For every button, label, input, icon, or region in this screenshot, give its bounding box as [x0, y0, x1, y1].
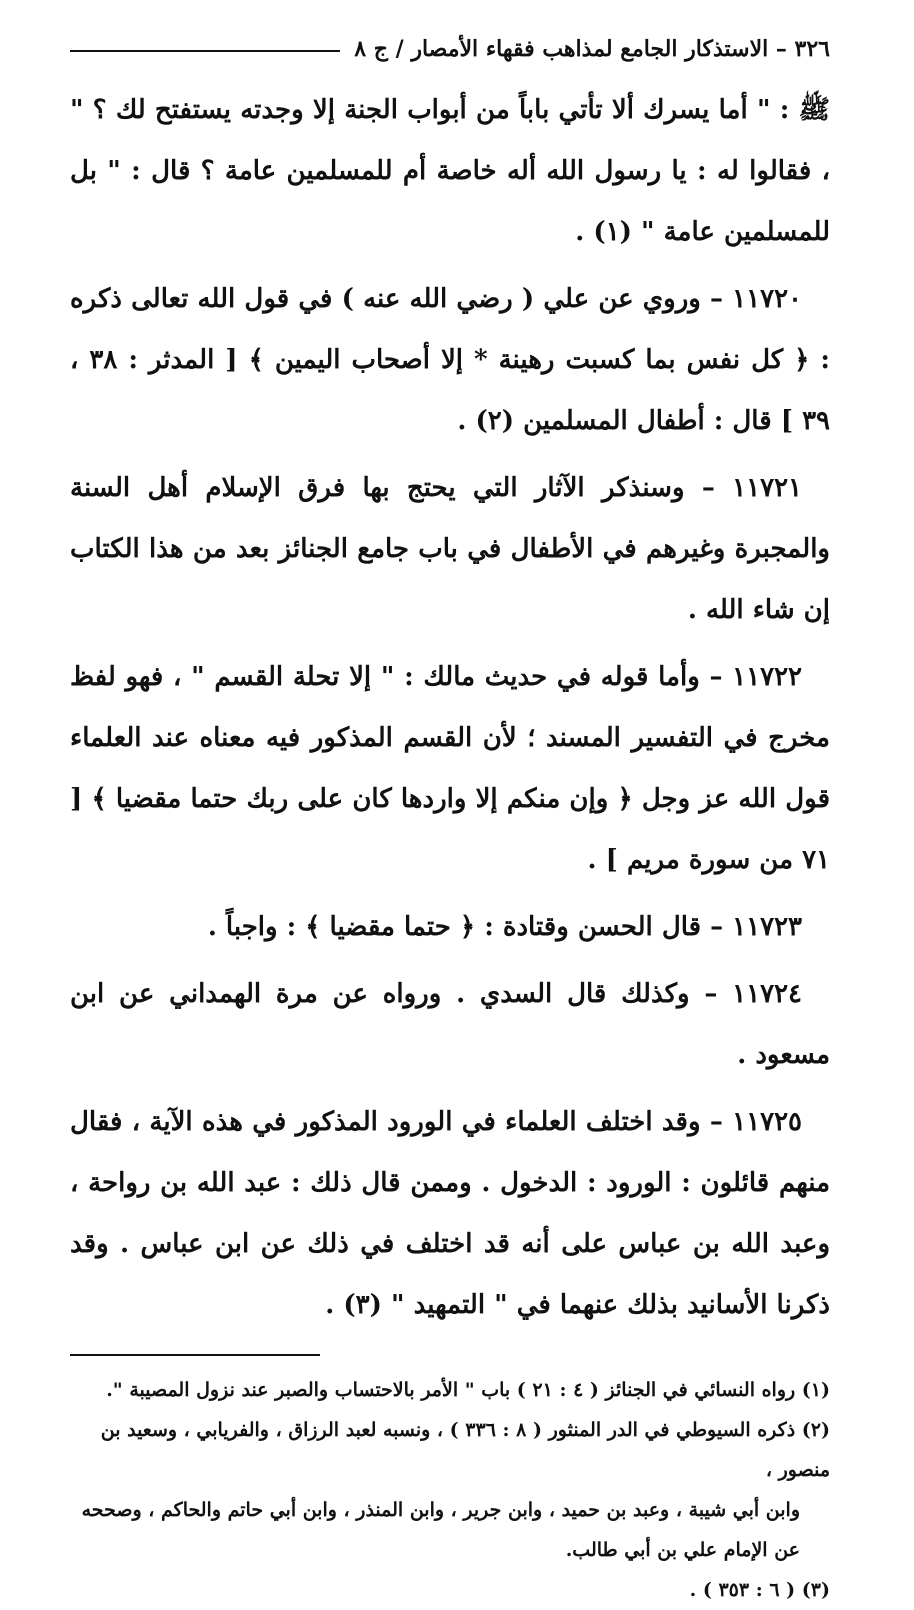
main-text	[70, 80, 830, 1336]
paragraph-11723: ١١٧٢٣ – قال الحسن وقتادة : ﴿ حتما مقضيا ﴾ : واجباً .	[207, 912, 802, 942]
paragraph-11724: ١١٧٢٤ – وكذلك قال السدي . ورواه عن مرة الهمداني عن ابن مسعود .	[70, 979, 830, 1070]
paragraph-11722: ١١٧٢٢ – وأما قوله في حديث مالك : " إلا تحلة القسم " ، فهو لفظ مخرج في التفسير المسند ؛ لأن القسم المذكور فيه معناه عند العلماء قول الله عز وجل ﴿ وإن منكم إلا واردها كان على ربك حتما مقضيا ﴾ [ ٧١ من سورة مريم ] .	[70, 662, 830, 875]
footnote-1: (١) رواه النسائي في الجنائز ( ٤ : ٢١ ) باب " الأمر بالاحتساب والصبر عند نزول المصيبة ".	[106, 1379, 830, 1401]
header-rule	[70, 50, 340, 52]
footnote-2-continuation-end: عن الإمام علي بن أبي طالب.	[565, 1539, 800, 1561]
paragraph-11725: ١١٧٢٥ – وقد اختلف العلماء في الورود المذكور في هذه الآية ، فقال منهم قائلون : الورود : الدخول . وممن قال ذلك : عبد الله بن رواحة ، وعبد الله بن عباس على أنه قد اختلف في ذلك عن ابن عباس . وقد ذكرنا الأسانيد بذلك عنهما في " التمهيد " (٣) .	[70, 1107, 830, 1320]
footnote-3: (٣) ( ٦ : ٣٥٣ ) .	[689, 1579, 830, 1601]
footnote-separator	[70, 1354, 320, 1356]
footnotes	[70, 1370, 830, 1610]
footnote-2-continuation: وابن أبي شيبة ، وعبد بن حميد ، وابن جرير ، وابن المنذر ، وابن أبي حاتم والحاكم ، وصححه	[81, 1499, 800, 1521]
footnote-2: (٢) ذكره السيوطي في الدر المنثور ( ٨ : ٣٣٦ ) ، ونسبه لعبد الرزاق ، والفريابي ، وسعيد بن منصور ،	[100, 1419, 830, 1481]
paragraph-continuation: ﷺ : " أما يسرك ألا تأتي باباً من أبواب الجنة إلا وجدته يستفتح لك ؟ " ، فقالوا له : يا رسول الله أله خاصة أم للمسلمين عامة ؟ قال : " بل للمسلمين عامة " (١) .	[70, 95, 830, 247]
header-title: ٣٢٦ – الاستذكار الجامع لمذاهب فقهاء الأمصار / ج ٨	[354, 36, 830, 62]
page	[70, 28, 830, 1601]
paragraph-11720: ١١٧٢٠ – وروي عن علي ( رضي الله عنه ) في قول الله تعالى ذكره : ﴿ كل نفس بما كسبت رهينة * إلا أصحاب اليمين ﴾ [ المدثر : ٣٨ ، ٣٩ ] قال : أطفال المسلمين (٢) .	[70, 284, 830, 436]
paragraph-11721: ١١٧٢١ – وسنذكر الآثار التي يحتج بها فرق الإسلام أهل السنة والمجبرة وغيرهم في الأطفال في باب جامع الجنائز بعد من هذا الكتاب إن شاء الله .	[70, 473, 830, 625]
running-header	[70, 28, 830, 70]
